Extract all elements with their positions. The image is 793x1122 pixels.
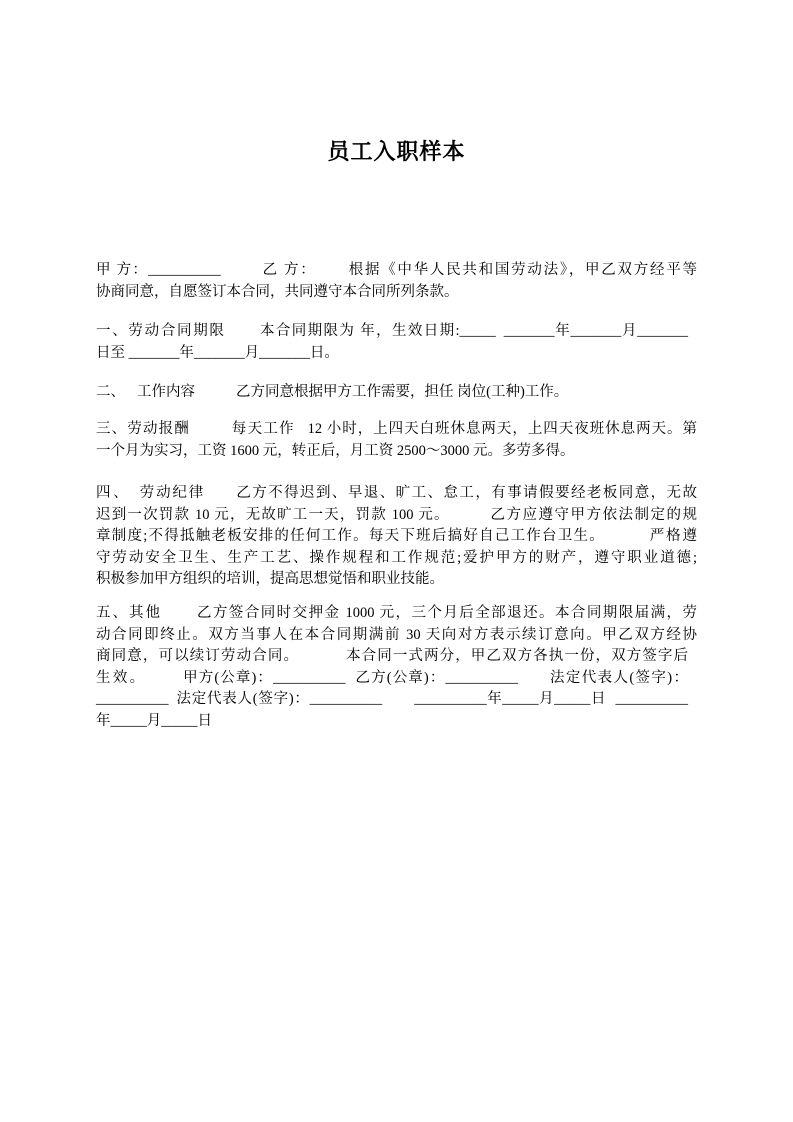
line-text: 乙方应遵守甲方依法制定的规 — [490, 506, 698, 523]
contract-line — [96, 646, 688, 668]
fill-in-blank-text: 乙方(公章)：__________ — [355, 669, 518, 686]
remuneration-clause — [96, 419, 697, 462]
fill-in-blank-text: __________年_____月_____日 — [414, 691, 606, 707]
contract-line — [96, 343, 697, 365]
line-text: 乙 方： — [262, 262, 315, 278]
line-text: 乙方同意根据甲方工作需要，担任 岗位(工种)工作。 — [236, 384, 569, 400]
contract-line — [96, 668, 688, 690]
fill-in-blank-text: 本合同期限为 年，生效日期:_____ — [259, 323, 496, 339]
line-text: 12 小时，上四天白班休息两天，上四天夜班休息两天。第 — [307, 421, 697, 437]
line-text: 严格遵 — [649, 528, 697, 544]
line-text: 乙方签合同时交押金 1000 元，三个月后全部退还。本合同期限届满，劳 — [196, 605, 697, 621]
line-text: 迟到一次罚款 10 元，无故旷工一天，罚款 100 元。 — [96, 506, 449, 523]
line-text: 动合同即终止。双方当事人在本合同期满前 30 天向对方表示续订意向。甲乙双方经协 — [96, 626, 697, 643]
line-text: 章制度;不得抵触老板安排的任何工作。每天下班后搞好自己工作台卫生。 — [96, 528, 604, 544]
line-text: 法定代表人(签字)： — [549, 669, 688, 686]
line-text: 根据《中华人民共和国劳动法》，甲乙双方经平等 — [348, 262, 697, 278]
document-title: 员工入职样本 — [327, 139, 466, 164]
contract-line — [96, 603, 697, 625]
fill-in-blank-text: __________ — [96, 691, 169, 707]
contract-line — [96, 548, 697, 570]
fill-in-blank-text: 法定代表人(签字)：__________ — [176, 691, 383, 707]
fill-in-blank-text: _______年_______月_______ — [503, 323, 688, 339]
contract-line — [96, 483, 697, 505]
line-text: 三、劳动报酬 — [96, 421, 189, 437]
contract-term-clause — [96, 321, 697, 364]
line-text: 一个月为实习，工资 1600 元，转正后，月工资 2500～3000 元。多劳多得。 — [96, 442, 575, 459]
contract-line — [96, 505, 697, 527]
line-text: 一、劳动合同期限 — [96, 323, 224, 339]
contract-line — [96, 711, 697, 733]
line-text: 生效。 — [96, 669, 145, 686]
line-text: 工作内容 — [137, 384, 195, 400]
line-text: 五、其他 — [96, 605, 160, 621]
line-text: 本合同一式两分，甲乙双方各执一份，双方签字后 — [346, 648, 688, 664]
job-content-clause — [96, 382, 697, 404]
contract-line — [96, 382, 697, 404]
fill-in-blank-text: 甲 方：__________ — [96, 262, 221, 278]
line-text: 守劳动安全卫生、生产工艺、操作规程和工作规范;爱护甲方的财产，遵守职业道德; — [96, 549, 697, 566]
contract-line — [96, 625, 697, 647]
line-text: 乙方不得迟到、早退、旷工、怠工，有事请假要经老板同意，无故 — [236, 485, 697, 501]
contract-line — [96, 419, 697, 441]
line-text: 协商同意，自愿签订本合同，共同遵守本合同所列条款。 — [96, 283, 459, 300]
line-text: 四、 — [96, 485, 128, 501]
contract-line — [96, 260, 697, 282]
fill-in-blank-text: 年_____月_____日 — [96, 712, 212, 729]
fill-in-blank-text: 日至 _______年_______月_______日。 — [96, 344, 339, 361]
fill-in-blank-text: __________ — [615, 691, 688, 707]
contract-line — [96, 569, 697, 591]
line-text: 每天工作 — [231, 421, 294, 437]
line-text: 积极参加甲方组织的培训，提高思想觉悟和职业技能。 — [96, 571, 444, 587]
contract-line — [96, 441, 697, 463]
other-terms-clause — [96, 603, 697, 732]
labor-discipline-clause — [96, 483, 697, 591]
contract-line — [96, 282, 697, 304]
line-text: 二、 — [96, 384, 125, 400]
line-text: 商同意，可以续订劳动合同。 — [96, 648, 299, 664]
contract-line — [96, 689, 688, 711]
contract-line — [96, 526, 697, 548]
line-text: 劳动纪律 — [139, 485, 204, 501]
fill-in-blank-text: 甲方(公章)：__________ — [183, 669, 346, 686]
contract-line — [96, 321, 688, 343]
party-intro-clause — [96, 260, 697, 303]
